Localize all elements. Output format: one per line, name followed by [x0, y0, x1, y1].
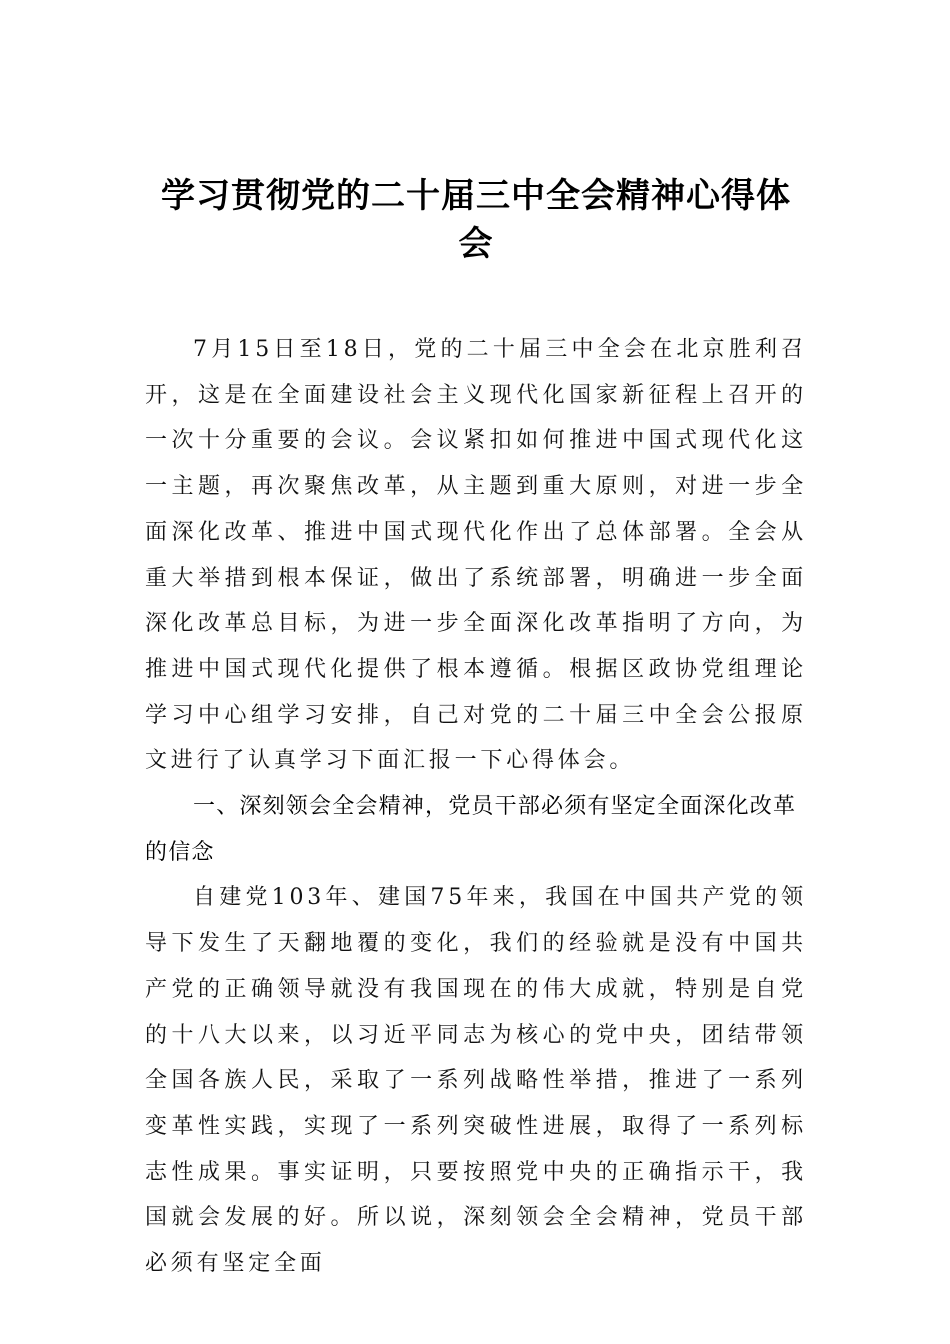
section-1-paragraph: 自建党103年、建国75年来，我国在中国共产党的领导下发生了天翻地覆的变化，我们的经验就是没有中国共产党的正确领导就没有我国现在的伟大成就，特别是自党的十八大以来，以习近平同志为核心的党中央，团结带领全国各族人民，采取了一系列战略性举措，推进了一系列变革性实践，实现了一系列突破性进展，取得了一系列标志性成果。事实证明，只要按照党中央的正确指示干，我国就会发展的好。所以说，深刻领会全会精神，党员干部必须有坚定全面: [145, 885, 807, 1277]
document-body: [145, 327, 807, 1287]
intro-paragraph: 7月15日至18日，党的二十届三中全会在北京胜利召开，这是在全面建设社会主义现代化国家新征程上召开的一次十分重要的会议。会议紧扣如何推进中国式现代化这一主题，再次聚焦改革，从主题到重大原则，对进一步全面深化改革、推进中国式现代化作出了总体部署。全会从重大举措到根本保证，做出了系统部署，明确进一步全面深化改革总目标，为进一步全面深化改革指明了方向，为推进中国式现代化提供了根本遵循。根据区政协党组理论学习中心组学习安排，自己对党的二十届三中全会公报原文进行了认真学习下面汇报一下心得体会。: [145, 337, 807, 774]
document-title: 学习贯彻党的二十届三中全会精神心得体会: [161, 176, 791, 264]
section-heading-1: 一、深刻领会全会精神，党员干部必须有坚定全面深化改革的信念: [145, 794, 797, 865]
